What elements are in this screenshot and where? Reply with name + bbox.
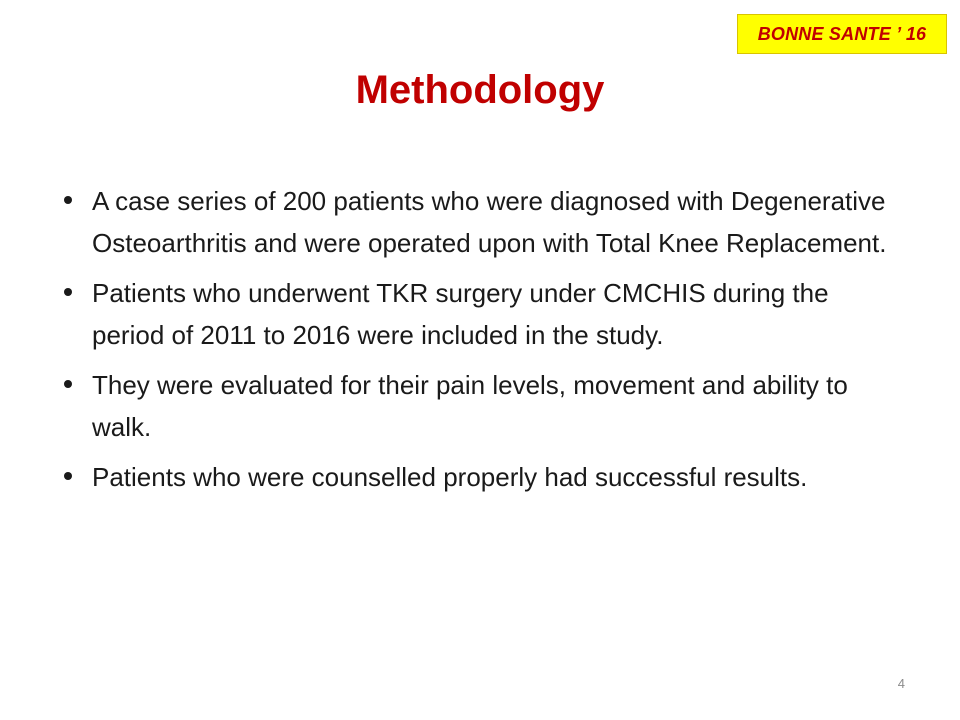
bullet-dot-icon bbox=[64, 472, 72, 480]
bullet-text: A case series of 200 patients who were diagnosed with Degenerative Osteoarthritis and were operated upon with Total Knee Replacement. bbox=[92, 186, 887, 258]
page-number: 4 bbox=[897, 676, 905, 691]
bullet-dot-icon bbox=[64, 288, 72, 296]
bullet-item bbox=[92, 180, 892, 264]
event-tag: BONNE SANTE ’ 16 bbox=[737, 14, 947, 54]
bullet-list bbox=[92, 180, 892, 506]
bullet-text: Patients who were counselled properly had successful results. bbox=[92, 462, 808, 492]
bullet-item bbox=[92, 456, 892, 498]
slide-title: Methodology bbox=[355, 68, 605, 112]
bullet-text: They were evaluated for their pain levels, movement and ability to walk. bbox=[92, 370, 848, 442]
bullet-item bbox=[92, 272, 892, 356]
bullet-text: Patients who underwent TKR surgery under CMCHIS during the period of 2011 to 2016 were included in the study. bbox=[92, 278, 829, 350]
bullet-dot-icon bbox=[64, 380, 72, 388]
bullet-dot-icon bbox=[64, 196, 72, 204]
bullet-item bbox=[92, 364, 892, 448]
